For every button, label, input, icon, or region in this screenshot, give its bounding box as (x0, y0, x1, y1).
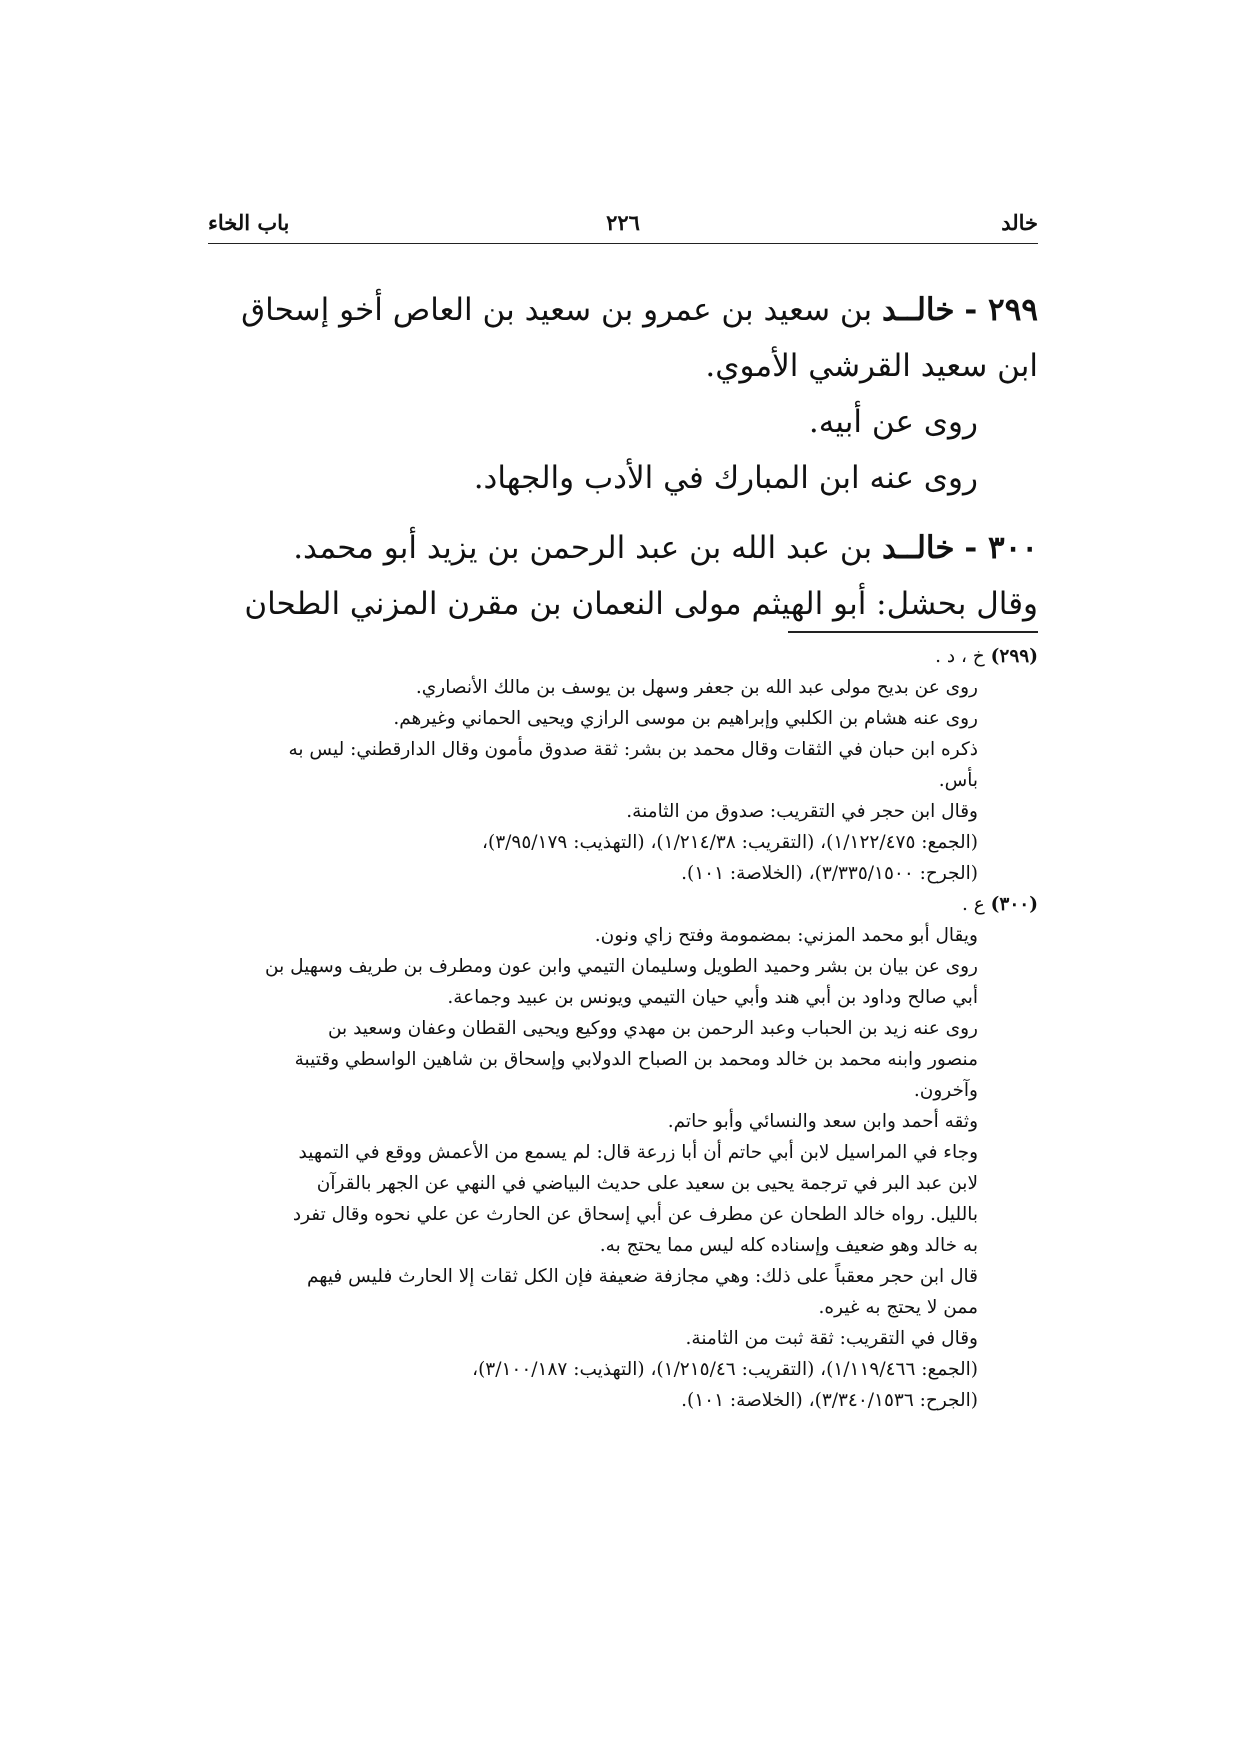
entry-text: بن عبد الله بن عبد الرحمن بن يزيد أبو محمد. (293, 530, 873, 566)
entry-299-line-4: روى عنه ابن المبارك في الأدب والجهاد. (473, 460, 978, 496)
footnote-sigla: ع . (961, 894, 985, 915)
entry-name: خالــد (882, 292, 955, 328)
footnote-tag: (٢٩٩) (990, 646, 1038, 667)
footnote-line: وقال ابن حجر في التقريب: صدوق من الثامنة. (626, 801, 978, 822)
footnote-line: وآخرون. (913, 1080, 978, 1101)
header-divider (208, 243, 1038, 244)
header-entry-name: خالد (1001, 210, 1038, 235)
header-chapter-title: باب الخاء (208, 210, 290, 235)
footnote-line: به خالد وهو ضعيف وإسناده كله ليس مما يحتج به. (599, 1235, 978, 1256)
main-text (208, 282, 1038, 632)
entry-299-line-2: ابن سعيد القرشي الأموي. (705, 348, 1038, 384)
footnote-line: (الجرح: ٣/٣٣٥/١٥٠٠)، (الخلاصة: ١٠١). (681, 863, 978, 884)
running-header (208, 210, 1038, 244)
entry-300-line-2: وقال بحشل: أبو الهيثم مولى النعمان بن مقرن المزني الطحان (244, 586, 1038, 622)
footnote-line: بأس. (938, 770, 978, 791)
footnote-line: ممن لا يحتج به غيره. (818, 1297, 978, 1318)
page-number: ٢٢٦ (606, 210, 640, 235)
entry-299-line-3: روى عن أبيه. (808, 404, 978, 440)
footnote-299-heading (208, 641, 1038, 672)
footnote-line: (الجمع: ١/١٢٢/٤٧٥)، (التقريب: ١/٢١٤/٣٨)، (التهذيب: ٣/٩٥/١٧٩)، (482, 832, 978, 853)
entry-number: ٣٠٠ - (964, 530, 1038, 566)
entry-299-heading (208, 282, 1038, 338)
footnote-line: (الجمع: ١/١١٩/٤٦٦)، (التقريب: ١/٢١٥/٤٦)، (التهذيب: ٣/١٠٠/١٨٧)، (472, 1359, 978, 1380)
entry-name: خالــد (882, 530, 955, 566)
footnote-line: وجاء في المراسيل لابن أبي حاتم أن أبا زرعة قال: لم يسمع من الأعمش ووقع في التمهيد (298, 1142, 978, 1163)
footnote-line: أبي صالح وداود بن أبي هند وأبي حيان التيمي ويونس بن عبيد وجماعة. (447, 987, 978, 1008)
footnote-300-heading (208, 889, 1038, 920)
footnote-line: لابن عبد البر في ترجمة يحيى بن سعيد على حديث البياضي في النهي عن الجهر بالقرآن (316, 1173, 978, 1194)
entry-number: ٢٩٩ - (964, 292, 1038, 328)
footnote-line: ذكره ابن حبان في الثقات وقال محمد بن بشر: ثقة صدوق مأمون وقال الدارقطني: ليس به (288, 739, 978, 760)
entry-text: بن سعيد بن عمرو بن سعيد بن العاص أخو إسحاق (241, 292, 873, 328)
footnote-sigla: خ ، د . (935, 646, 985, 667)
footnote-line: قال ابن حجر معقباً على ذلك: وهي مجازفة ضعيفة فإن الكل ثقات إلا الحارث فليس فيهم (307, 1266, 978, 1287)
footnotes (208, 641, 1038, 1416)
footnote-line: (الجرح: ٣/٣٤٠/١٥٣٦)، (الخلاصة: ١٠١). (681, 1390, 978, 1411)
footnote-line: وثقه أحمد وابن سعد والنسائي وأبو حاتم. (667, 1111, 978, 1132)
footnote-divider (788, 631, 1038, 633)
entry-300-heading (208, 520, 1038, 576)
footnote-line: وقال في التقريب: ثقة ثبت من الثامنة. (685, 1328, 978, 1349)
footnote-line: روى عن بديح مولى عبد الله بن جعفر وسهل بن يوسف بن مالك الأنصاري. (415, 677, 978, 698)
footnote-tag: (٣٠٠) (990, 894, 1038, 915)
footnote-line: منصور وابنه محمد بن خالد ومحمد بن الصباح الدولابي وإسحاق بن شاهين الواسطي وقتيبة (294, 1049, 978, 1070)
footnote-line: ويقال أبو محمد المزني: بمضمومة وفتح زاي ونون. (594, 925, 978, 946)
footnote-line: روى عنه زيد بن الحباب وعبد الرحمن بن مهدي ووكيع ويحيى القطان وعفان وسعيد بن (327, 1018, 978, 1039)
footnote-line: روى عن بيان بن بشر وحميد الطويل وسليمان التيمي وابن عون ومطرف بن طريف وسهيل بن (264, 956, 978, 977)
footnote-line: روى عنه هشام بن الكلبي وإبراهيم بن موسى الرازي ويحيى الحماني وغيرهم. (393, 708, 978, 729)
footnote-line: بالليل. رواه خالد الطحان عن مطرف عن أبي إسحاق عن الحارث عن علي نحوه وقال تفرد (292, 1204, 978, 1225)
